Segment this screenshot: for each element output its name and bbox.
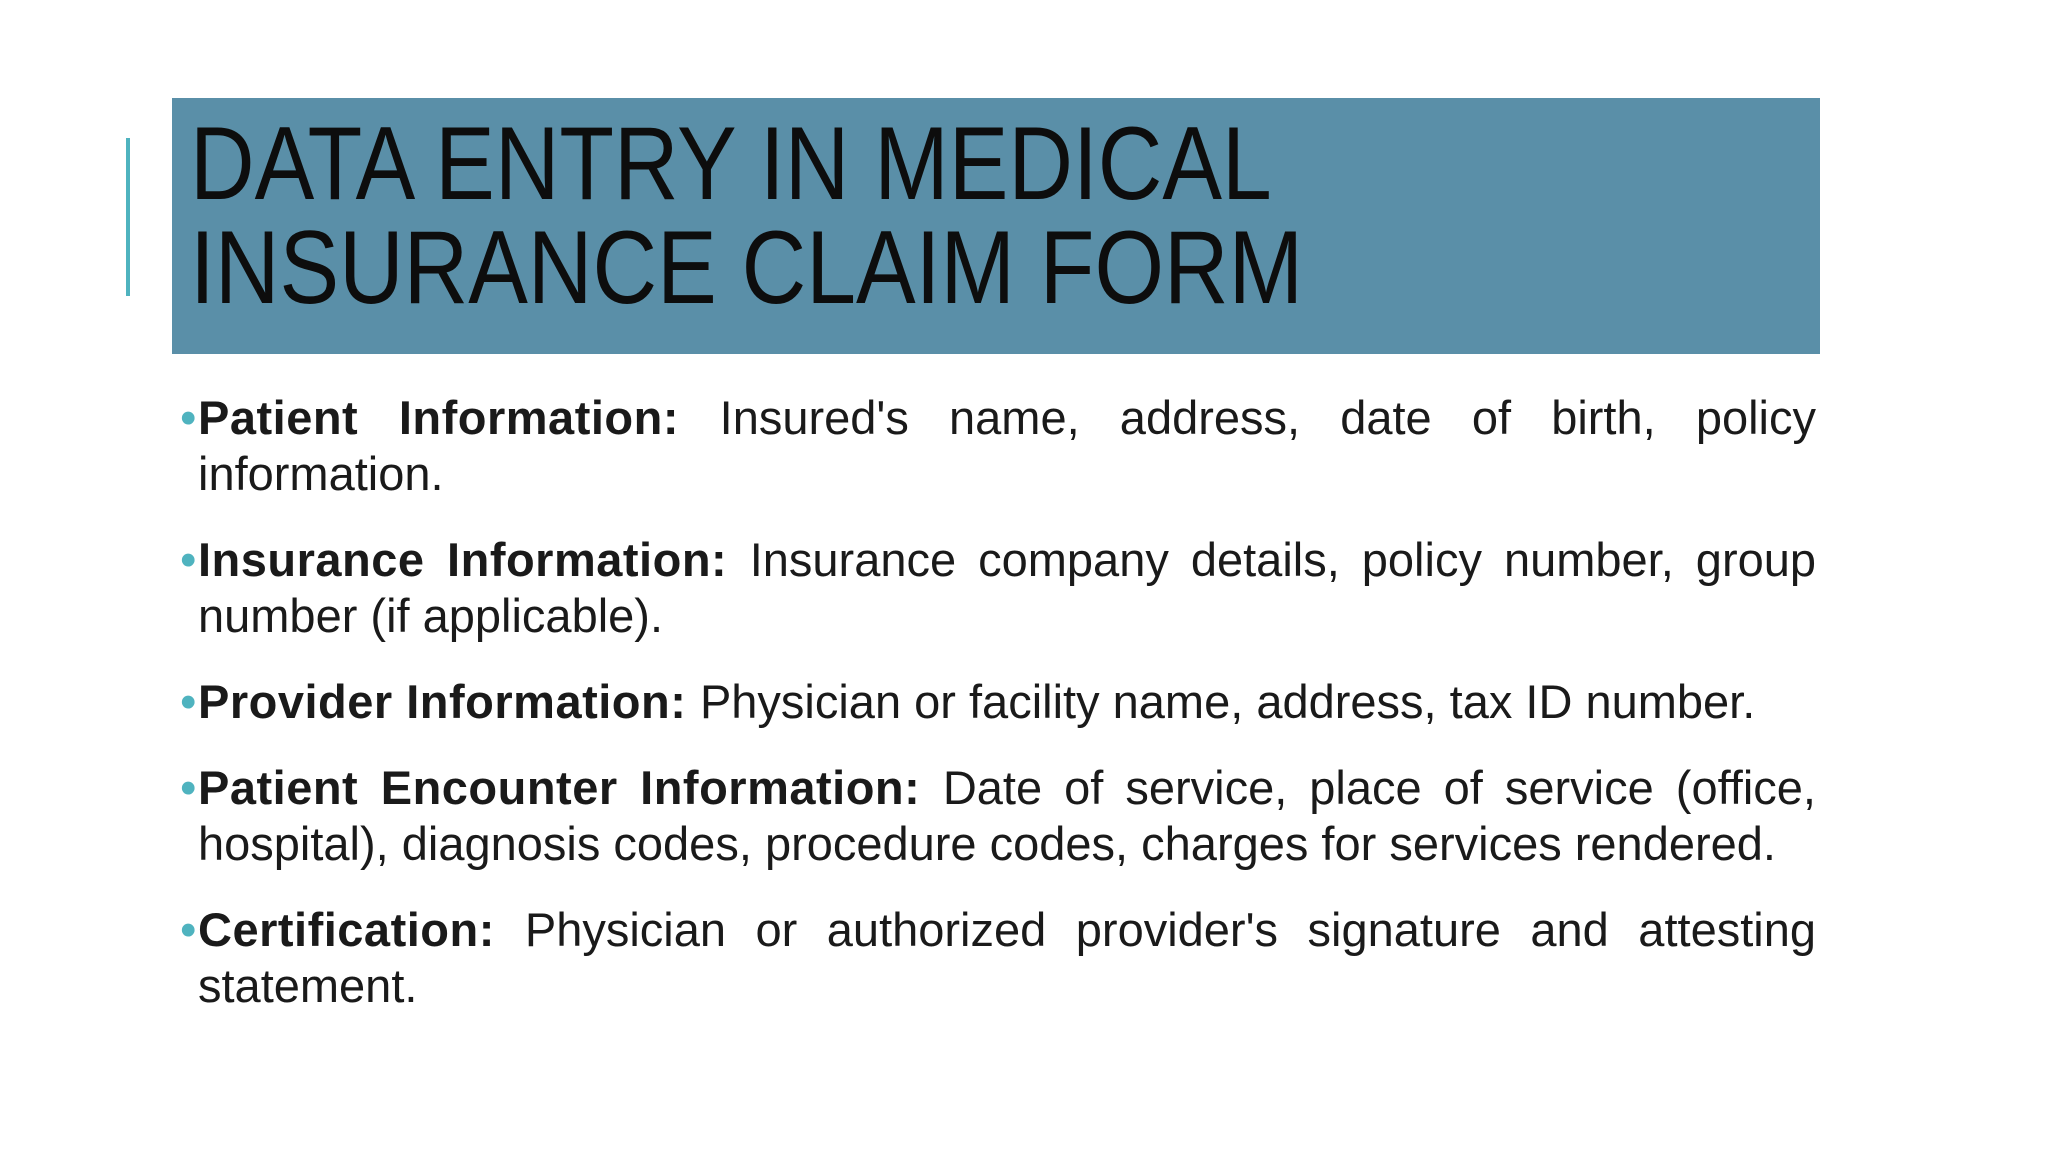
bullet-label: Certification: xyxy=(198,903,525,956)
bullet-label: Provider Information: xyxy=(198,675,700,728)
bullet-icon: • xyxy=(180,675,197,728)
bullet-text: Insured's name, address, date of birth, policy information. xyxy=(198,391,1816,500)
bullet-text: Insurance company details, policy number, group number (if applicable). xyxy=(198,533,1817,642)
title-line-1: DATA ENTRY IN MEDICAL xyxy=(190,106,1272,222)
bullet-item-provider-information xyxy=(180,674,1816,730)
bullet-icon: • xyxy=(180,533,197,586)
bullet-label: Insurance Information: xyxy=(198,533,750,586)
accent-line xyxy=(126,138,130,296)
bullet-item-certification xyxy=(180,902,1816,1014)
bullet-text: Date of service, place of service (office, hospital), diagnosis codes, procedure codes, charges for services rendered. xyxy=(198,761,1816,870)
bullet-text: Physician or authorized provider's signature and attesting statement. xyxy=(198,903,1816,1012)
bullet-item-patient-information xyxy=(180,390,1816,502)
bullet-item-patient-encounter-information xyxy=(180,760,1816,872)
bullet-text: Physician or facility name, address, tax ID number. xyxy=(699,675,1756,728)
bullet-icon: • xyxy=(180,903,197,956)
bullet-icon: • xyxy=(180,761,197,814)
title-line-2: INSURANCE CLAIM FORM xyxy=(190,210,1304,326)
bullet-label: Patient Information: xyxy=(198,391,720,444)
bullet-list xyxy=(180,390,1816,1044)
title-banner xyxy=(172,98,1820,354)
bullet-icon: • xyxy=(180,391,197,444)
bullet-label: Patient Encounter Information: xyxy=(198,761,943,814)
slide-title xyxy=(190,106,1592,326)
bullet-item-insurance-information xyxy=(180,532,1816,644)
